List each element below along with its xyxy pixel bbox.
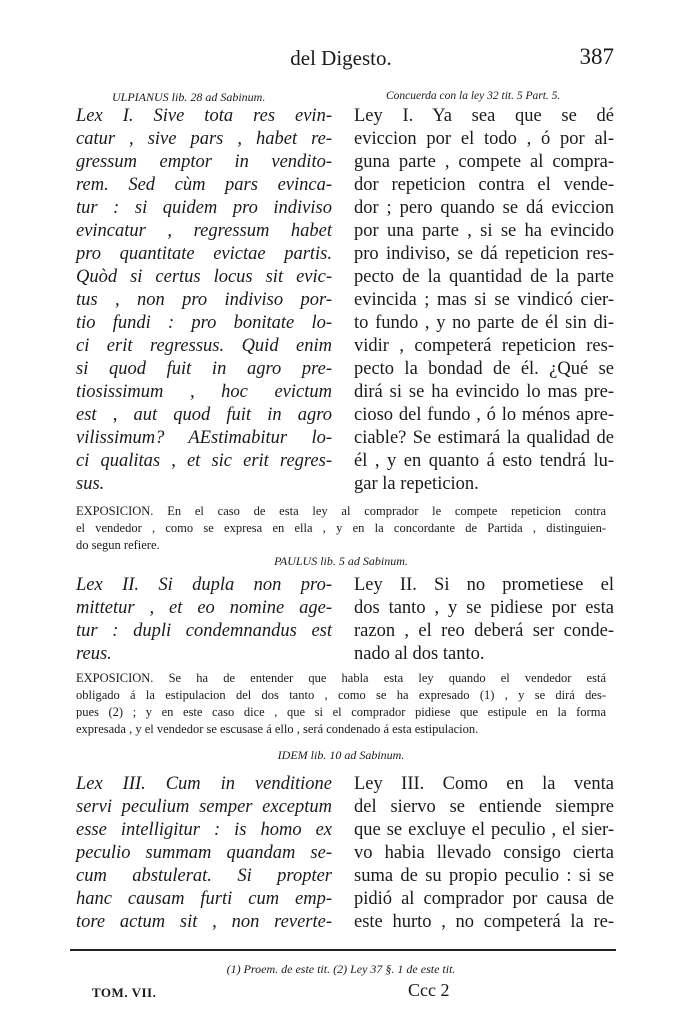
spanish-line: por una parte , si se ha evincido xyxy=(354,221,614,241)
latin-line: Lex II. Si dupla non pro- xyxy=(76,575,332,595)
signature-mark: Ccc 2 xyxy=(408,980,450,1000)
latin-line: Quòd si certus locus sit evic- xyxy=(76,267,332,287)
spanish-line: dirá si se ha evincido lo mas pre- xyxy=(354,382,614,402)
page-number: 387 xyxy=(579,44,614,69)
spanish-line: vidir , competerá repeticion res- xyxy=(354,336,614,356)
latin-line: mittetur , et eo nomine age- xyxy=(76,598,332,618)
spanish-line: to fundo , y no parte de él sin di- xyxy=(354,313,614,333)
spanish-line: eviccion por el todo , ó por al- xyxy=(354,129,614,149)
latin-line: servi peculium semper exceptum xyxy=(76,797,332,817)
latin-line: tur : dupli condemnandus est xyxy=(76,621,332,641)
volume-label: TOM. VII. xyxy=(92,985,157,1000)
latin-line: tio fundi : pro bonitate lo- xyxy=(76,313,332,333)
latin-line: esse intelligitur : is homo ex xyxy=(76,820,332,840)
source-concordance: Concuerda con la ley 32 tit. 5 Part. 5. xyxy=(386,90,561,102)
latin-line: peculio summam quandam se- xyxy=(76,843,332,863)
spanish-line: que se excluye el peculio , el sier- xyxy=(354,820,614,840)
latin-line: gressum emptor in vendito- xyxy=(76,152,332,172)
latin-line: ci erit regressus. Quid enim xyxy=(76,336,332,356)
exposition-line: do segun refiere. xyxy=(76,538,160,552)
spanish-line: Ley II. Si no prometiese el xyxy=(354,575,614,595)
footnote-rule xyxy=(70,949,616,951)
spanish-line: pidió al comprador por causa de xyxy=(354,889,614,909)
latin-line: si quod fuit in agro pre- xyxy=(76,359,332,379)
latin-line: ci qualitas , et sic erit regres- xyxy=(76,451,332,471)
running-head xyxy=(0,46,682,74)
spanish-line: Ley I. Ya sea que se dé xyxy=(354,106,614,126)
latin-line: Lex I. Sive tota res evin- xyxy=(76,106,332,126)
exposition-line: EXPOSICION. En el caso de esta ley al comprador le compete repeticion contra xyxy=(76,504,606,518)
latin-line: vilissimum? AEstimabitur lo- xyxy=(76,428,332,448)
latin-line: catur , sive pars , habet re- xyxy=(76,129,332,149)
latin-line: tore actum sit , non reverte- xyxy=(76,912,332,932)
spanish-line: razon , el reo deberá ser conde- xyxy=(354,621,614,641)
source-ulpianus: ULPIANUS lib. 28 ad Sabinum. xyxy=(112,90,266,104)
spanish-line: nado al dos tanto. xyxy=(354,644,485,664)
latin-line: rem. Sed cùm pars evinca- xyxy=(76,175,332,195)
spanish-line: del siervo se entiende siempre xyxy=(354,797,614,817)
footnote: (1) Proem. de este tit. (2) Ley 37 §. 1 de este tit. xyxy=(226,962,456,976)
exposition-line: expresada , y el vendedor se escusase á ello , será condenado á esta estipulacion. xyxy=(76,722,479,736)
exposition-line: EXPOSICION. Se ha de entender que habla esta ley quando el vendedor está xyxy=(76,671,606,685)
latin-line: cum abstulerat. Si propter xyxy=(76,866,332,886)
spanish-line: guna parte , compete al compra- xyxy=(354,152,614,172)
latin-line: hanc causam furti cum emp- xyxy=(76,889,332,909)
spanish-line: pro indiviso, se dá repeticion res- xyxy=(354,244,614,264)
running-title: del Digesto. xyxy=(290,46,392,70)
latin-line: tiosissimum , hoc evictum xyxy=(76,382,332,402)
exposition-line: obligado á la estipulacion del dos tanto , como se ha expresado (1) , y se dirá des- xyxy=(76,688,606,702)
spanish-line: Ley III. Como en la venta xyxy=(354,774,614,794)
latin-line: sus. xyxy=(76,474,105,494)
spanish-line: suma de su propio peculio : si se xyxy=(354,866,614,886)
latin-line: Lex III. Cum in venditione xyxy=(76,774,332,794)
spanish-line: vo habia llevado consigo cierta xyxy=(354,843,614,863)
exposition-line: el vendedor , como se expresa en ella , y en la concordante de Partida , distinguien- xyxy=(76,521,606,535)
source-idem: IDEM lib. 10 ad Sabinum. xyxy=(277,748,405,762)
spanish-line: dor repeticion contra el vende- xyxy=(354,175,614,195)
exposition-line: pues (2) ; y en este caso dice , que si el comprador pidiese que estipule en la forma xyxy=(76,705,606,719)
latin-line: est , aut quod fuit in agro xyxy=(76,405,332,425)
spanish-line: gar la repeticion. xyxy=(354,474,479,494)
latin-line: tus , non pro indiviso por- xyxy=(76,290,332,310)
spanish-line: dos tanto , y se pidiese por esta xyxy=(354,598,614,618)
spanish-line: ciable? Se estimará la qualidad de xyxy=(354,428,614,448)
spanish-line: él , y en quanto á esto tendrá lu- xyxy=(354,451,614,471)
spanish-line: cioso del fundo , ó lo ménos apre- xyxy=(354,405,614,425)
spanish-line: pecto la bondad de él. ¿Qué se xyxy=(354,359,614,379)
latin-line: reus. xyxy=(76,644,112,664)
spanish-line: este hurto , no competerá la re- xyxy=(354,912,614,932)
latin-line: tur : si quidem pro indiviso xyxy=(76,198,332,218)
latin-line: pro quantitate evictae partis. xyxy=(76,244,332,264)
spanish-line: dor ; pero quando se dá eviccion xyxy=(354,198,614,218)
spanish-line: evincida ; mas si se vindicó cier- xyxy=(354,290,614,310)
spanish-line: pecto de la quantidad de la parte xyxy=(354,267,614,287)
source-paulus: PAULUS lib. 5 ad Sabinum. xyxy=(274,554,408,568)
latin-line: evincatur , regressum habet xyxy=(76,221,332,241)
